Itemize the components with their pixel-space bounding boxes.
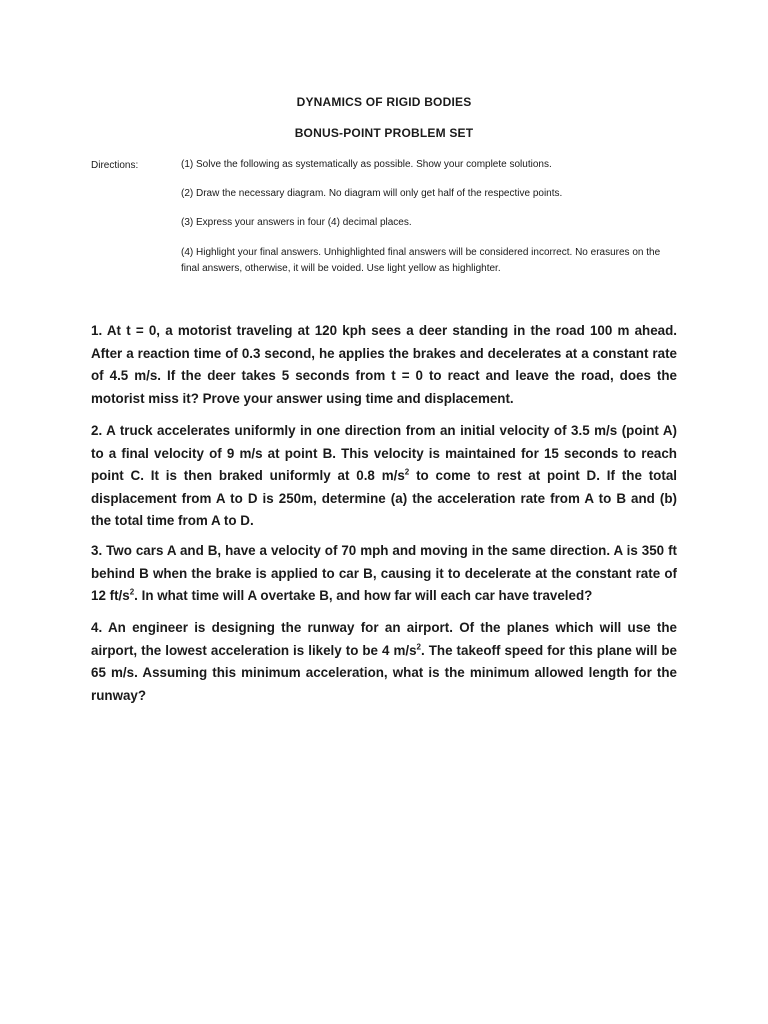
direction-item-1: (1) Solve the following as systematically as possible. Show your complete solutions.: [181, 159, 552, 170]
problem-2: [91, 420, 677, 533]
document-subtitle: BONUS-POINT PROBLEM SET: [294, 126, 474, 140]
problem-4-text-part-a: 4. An engineer is designing the runway for an airport. Of the planes which will use the airport, the lowest acceleration is likely to be 4 m/s: [91, 620, 677, 658]
problem-4-superscript: 2: [416, 642, 421, 652]
directions-label: Directions:: [91, 160, 139, 171]
problem-2-text-part-b: to come to rest at point D. If the total displacement from A to D is 250m, determine (a) the acceleration rate from A to B and (b) the total time from A to D.: [91, 468, 677, 528]
problem-1-text: 1. At t = 0, a motorist traveling at 120 kph sees a deer standing in the road 100 m ahead. After a reaction time of 0.3 second, he applies the brakes and decelerates at a constant rate of 4.5 m/s. If the deer takes 5 seconds from t = 0 to react and leave the road, does the motorist miss it? Prove your answer using time and displacement.: [91, 323, 677, 406]
direction-item-3: (3) Express your answers in four (4) decimal places.: [181, 217, 412, 228]
problem-4: [91, 617, 677, 707]
problem-3-text-part-b: . In what time will A overtake B, and how far will each car have traveled?: [134, 588, 593, 603]
problem-4-text-part-b: . The takeoff speed for this plane will be 65 m/s. Assuming this minimum acceleration, what is the minimum allowed length for the runway?: [91, 642, 677, 703]
problem-3: [91, 540, 677, 608]
document-title: DYNAMICS OF RIGID BODIES: [296, 95, 472, 109]
problem-2-superscript: 2: [404, 467, 410, 477]
direction-item-2: (2) Draw the necessary diagram. No diagram will only get half of the respective points.: [181, 188, 563, 199]
problem-3-text-part-a: 3. Two cars A and B, have a velocity of 70 mph and moving in the same direction. A is 350 ft behind B when the brake is applied to car B, causing it to decelerate at the constant rate of 12 ft/s: [91, 543, 677, 603]
problem-1: [91, 320, 677, 410]
direction-item-4: (4) Highlight your final answers. Unhighlighted final answers will be considered incorrect. No erasures on the final answers, otherwise, it will be voided. Use light yellow as highlighter.: [181, 247, 661, 274]
problem-2-text-part-a: 2. A truck accelerates uniformly in one direction from an initial velocity of 3.5 m/s (point A) to a final velocity of 9 m/s at point B. This velocity is maintained for 15 seconds to reach point C. It is then braked uniformly at 0.8 m/s: [91, 423, 677, 483]
problem-3-superscript: 2: [129, 587, 135, 597]
